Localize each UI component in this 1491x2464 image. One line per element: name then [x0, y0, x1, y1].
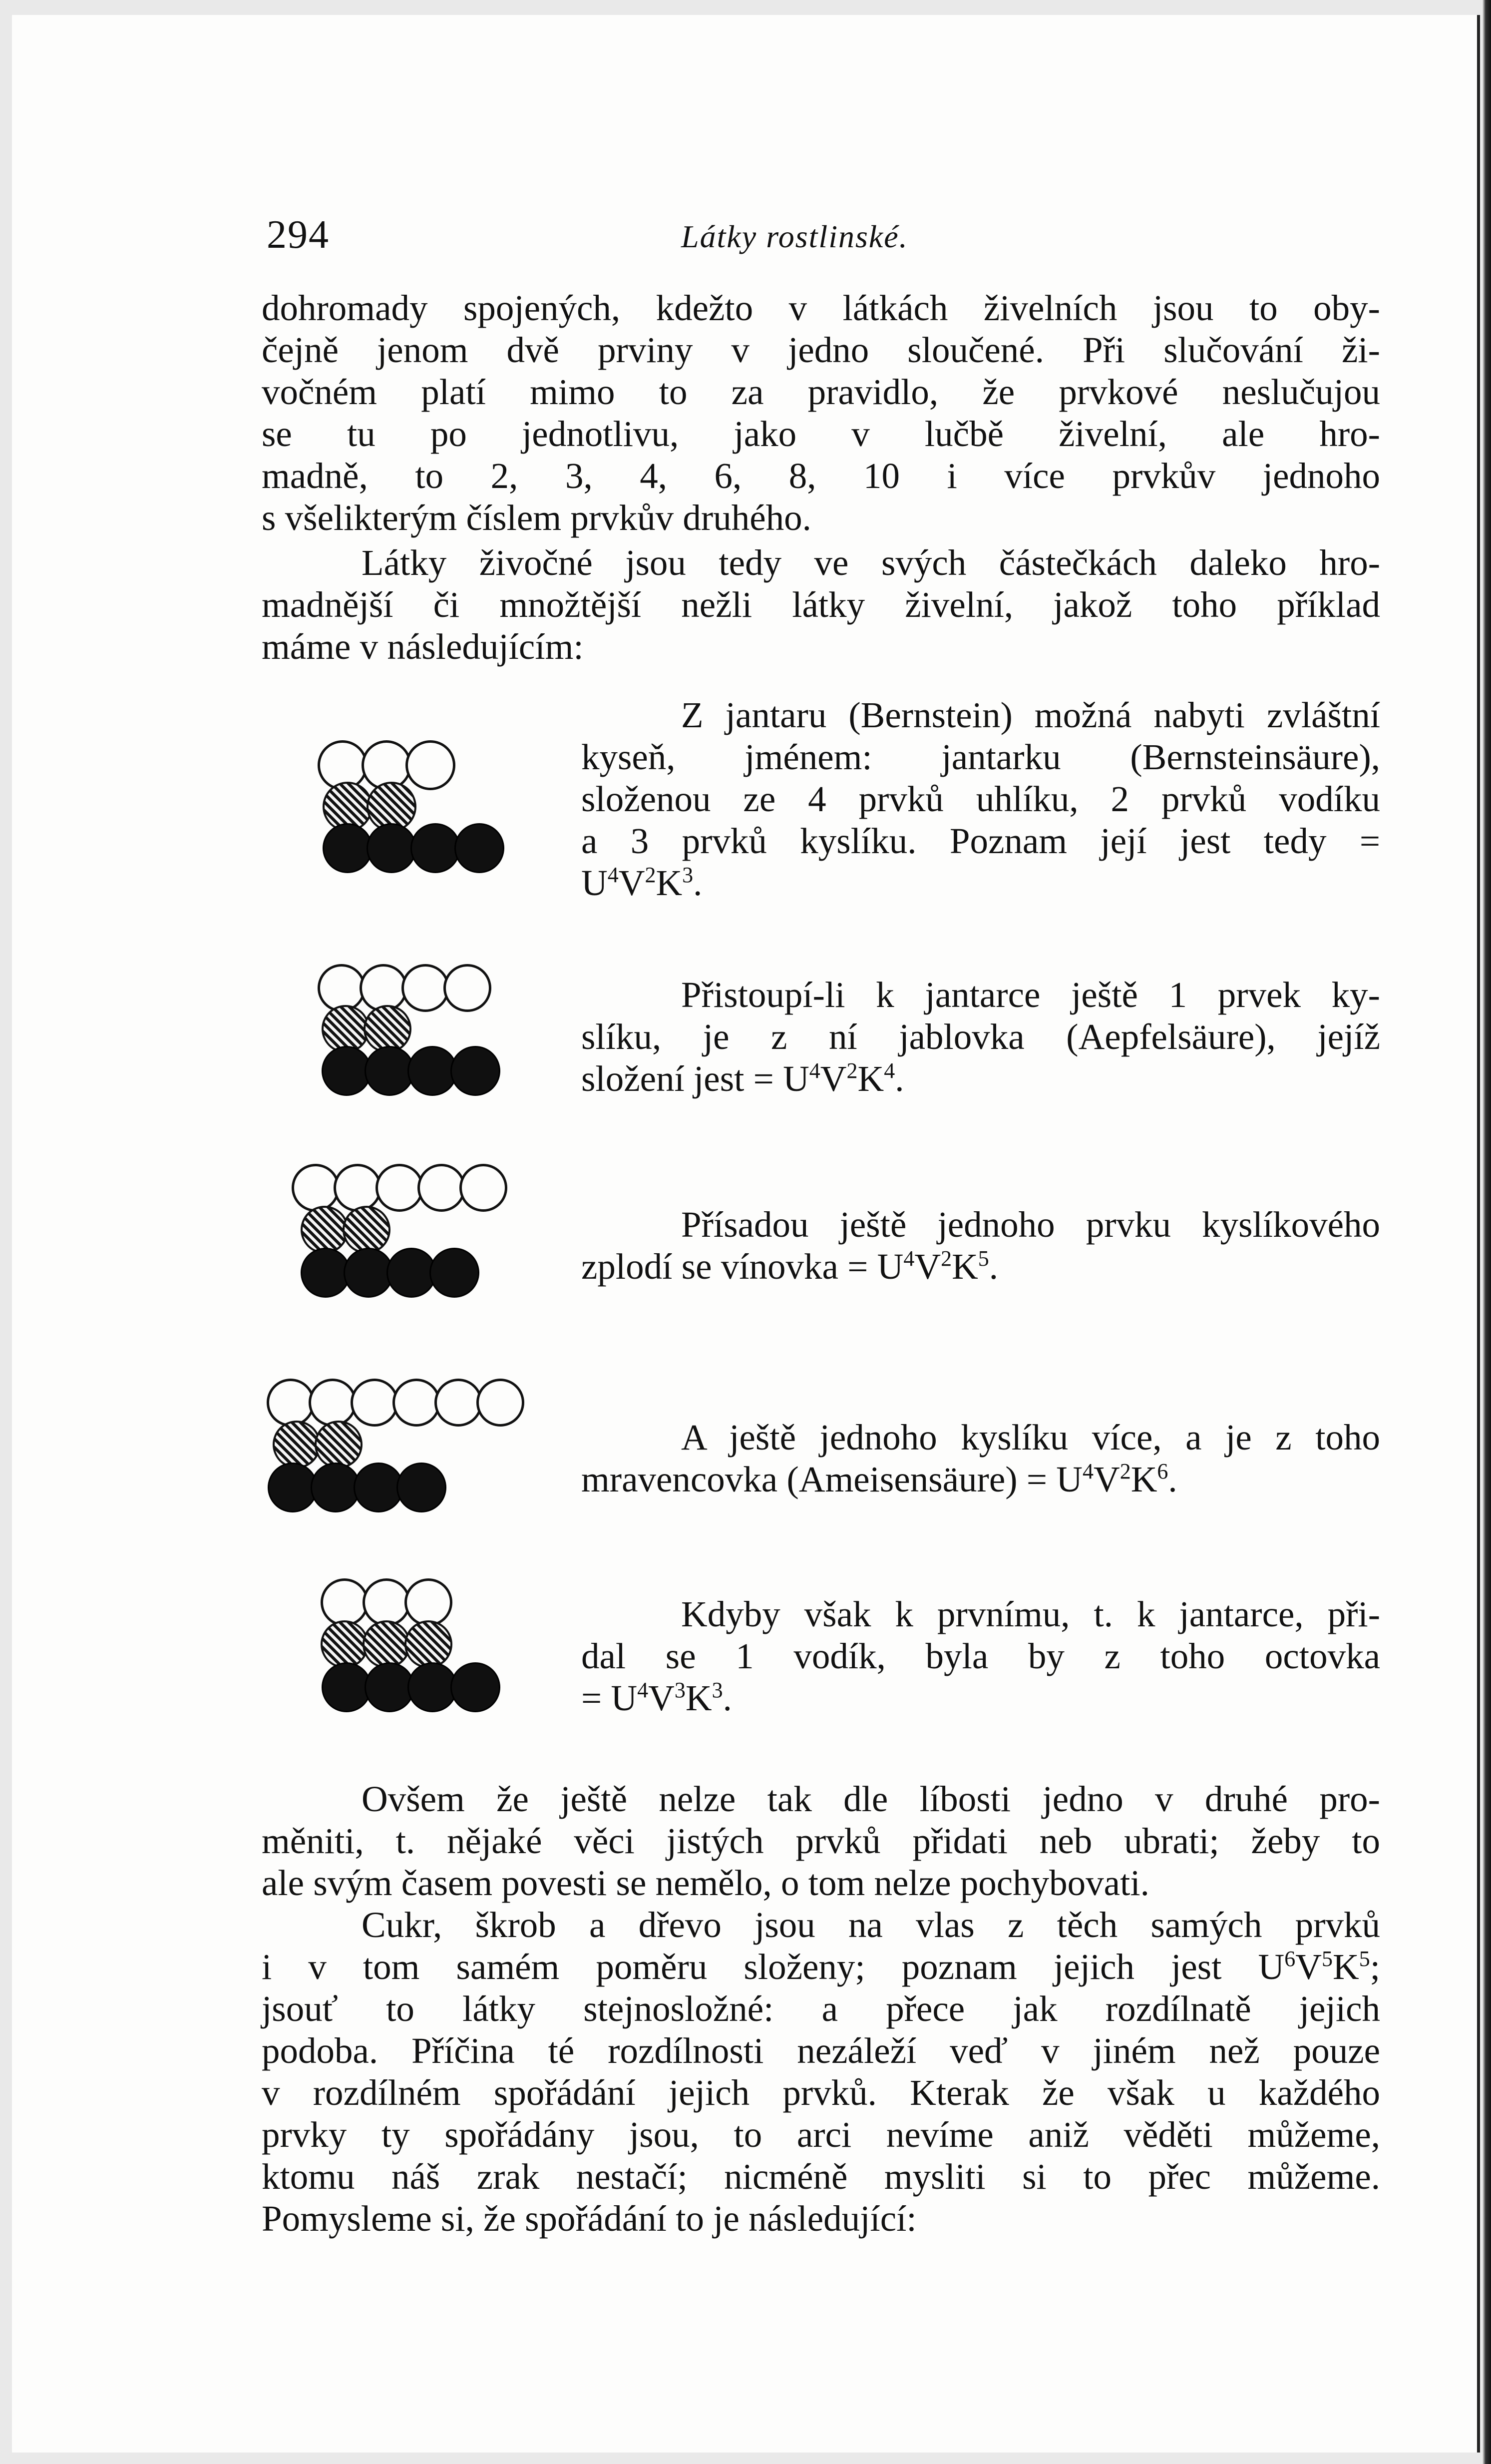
text-line: kyseň, jménem: jantarku (Bernsteinsäure), — [581, 737, 1380, 777]
carbon-atom-icon — [386, 1248, 436, 1298]
carbon-atom-icon — [410, 823, 460, 873]
hydrogen-atom-icon — [343, 1206, 390, 1254]
oxygen-atom-icon — [363, 1578, 410, 1626]
text-line: dohromady spojených, kdežto v látkách živelních jsou to oby- — [262, 288, 1380, 328]
carbon-atom-icon — [344, 1248, 393, 1298]
text-line: slíku, je z ní jablovka (Aepfelsäure), jejíž — [581, 1016, 1380, 1057]
example-formic-acid — [262, 1379, 1380, 1548]
intro-paragraph — [262, 287, 1380, 539]
carbon-atom-icon — [450, 1046, 500, 1096]
hydrogen-atom-icon — [273, 1421, 321, 1469]
page-number: 294 — [267, 213, 330, 257]
text-line: čejně jenom dvě prviny v jedno sloučené. Při slučování ži- — [262, 330, 1380, 370]
oxygen-atom-icon — [476, 1379, 524, 1427]
chemical-formula: zplodí se vínovka = $U^4V^2K^5$. — [581, 1246, 999, 1287]
carbon-atom-icon — [365, 1046, 414, 1096]
text-line: i v tom samém poměru složeny; poznam jejich jest $U^6V^5K^5$; — [262, 1947, 1380, 1987]
hydrogen-atom-icon — [301, 1206, 349, 1254]
text-line: Kdyby však k prvnímu, t. k jantarce, při- — [681, 1594, 1380, 1634]
carbon-atom-icon — [450, 1662, 500, 1712]
carbon-atom-icon — [407, 1662, 457, 1712]
oxygen-atom-icon — [401, 964, 449, 1012]
carbon-atom-icon — [323, 823, 373, 873]
text-line: Látky živočné jsou tedy ve svých částečkách daleko hro- — [362, 542, 1380, 583]
oxygen-atom-icon — [443, 964, 491, 1012]
carbon-atom-icon — [301, 1248, 351, 1298]
text-line: ale svým časem povesti se nemělo, o tom nelze pochybovati. — [262, 1863, 1149, 1903]
text-line: se tu po jednotlivu, jako v lučbě živelní, ale hro- — [262, 414, 1380, 454]
oxygen-atom-icon — [434, 1379, 482, 1427]
carbon-atom-icon — [311, 1463, 361, 1512]
oxygen-atom-icon — [405, 740, 455, 790]
carbon-atom-icon — [322, 1046, 372, 1096]
oxygen-atom-icon — [334, 1164, 381, 1212]
text-line: Pomysleme si, že spořádání to je následující: — [262, 2198, 917, 2239]
example-succinic-acid — [262, 694, 1380, 924]
chemical-formula: = $U^4V^3K^3$. — [581, 1678, 732, 1718]
hydrogen-atom-icon — [404, 1620, 452, 1668]
text-line: a 3 prvků kyslíku. Poznam její jest tedy = — [581, 821, 1380, 861]
chemical-formula: $U^4V^2K^3$. — [581, 863, 703, 903]
oxygen-atom-icon — [417, 1164, 465, 1212]
text-line: madně, to 2, 3, 4, 6, 8, 10 i více prvkův jednoho — [262, 456, 1380, 496]
page-header — [267, 212, 1430, 267]
text-line: máme v následujícím: — [262, 626, 584, 667]
book-page — [12, 15, 1480, 2453]
text-line: složenou ze 4 prvků uhlíku, 2 prvků vodíku — [581, 779, 1380, 819]
carbon-atom-icon — [367, 823, 416, 873]
carbon-atom-icon — [429, 1248, 479, 1298]
oxygen-atom-icon — [309, 1379, 357, 1427]
text-line: ktomu náš zrak nestačí; nicméně mysliti si to přec můžeme. — [262, 2156, 1380, 2197]
oxygen-atom-icon — [404, 1578, 452, 1626]
oxygen-atom-icon — [292, 1164, 340, 1212]
example-description — [581, 974, 1380, 1100]
text-line: dal se 1 vodík, byla by z toho octovka — [581, 1636, 1380, 1676]
carbon-atom-icon — [354, 1463, 403, 1512]
running-head: Látky rostlinské. — [681, 219, 908, 254]
chemical-formula: mravencovka (Ameisensäure) = $U^4V^2K^6$. — [581, 1459, 1177, 1499]
text-line: Ovšem že ještě nelze tak dle líbosti jedno v druhé pro- — [362, 1779, 1380, 1819]
example-tartaric-acid — [262, 1164, 1380, 1344]
oxygen-atom-icon — [459, 1164, 507, 1212]
closing-paragraphs — [262, 1778, 1380, 2240]
oxygen-atom-icon — [321, 1578, 369, 1626]
carbon-atom-icon — [396, 1463, 446, 1512]
example-description — [581, 1593, 1380, 1719]
example-description — [581, 1417, 1380, 1500]
chemical-formula: složení jest = $U^4V^2K^4$. — [581, 1058, 904, 1099]
example-acetic-acid — [262, 1578, 1380, 1743]
example-malic-acid — [262, 964, 1380, 1134]
text-line: A ještě jednoho kyslíku více, a je z toho — [681, 1417, 1380, 1458]
example-description — [581, 1204, 1380, 1288]
text-line: prvky ty spořádány jsou, to arci nevíme aniž věděti můžeme, — [262, 2114, 1380, 2155]
transition-paragraph — [262, 542, 1380, 668]
hydrogen-atom-icon — [321, 1620, 369, 1668]
text-line: vočném platí mimo to za pravidlo, že prvkové neslučujou — [262, 372, 1380, 412]
carbon-atom-icon — [268, 1463, 318, 1512]
oxygen-atom-icon — [392, 1379, 440, 1427]
text-line: madnější či množtější nežli látky živelní, jakož toho příklad — [262, 584, 1380, 625]
carbon-atom-icon — [407, 1046, 457, 1096]
text-line: Cukr, škrob a dřevo jsou na vlas z těch samých prvků — [362, 1905, 1380, 1945]
text-line: podoba. Příčina té rozdílnosti nezáleží veď v jiném než pouze — [262, 2030, 1380, 2071]
oxygen-atom-icon — [351, 1379, 398, 1427]
oxygen-atom-icon — [375, 1164, 423, 1212]
oxygen-atom-icon — [267, 1379, 315, 1427]
page-edge-shadow — [1482, 0, 1491, 2464]
text-line: Z jantaru (Bernstein) možná nabyti zvláštní — [681, 695, 1380, 735]
text-line: jsouť to látky stejnosložné: a přece jak rozdílnatě jejich — [262, 1988, 1380, 2029]
carbon-atom-icon — [454, 823, 504, 873]
example-description — [581, 694, 1380, 904]
carbon-atom-icon — [322, 1662, 372, 1712]
text-line: v rozdílném spořádání jejich prvků. Kterak že však u každého — [262, 2072, 1380, 2113]
carbon-atom-icon — [365, 1662, 414, 1712]
text-line: s všelikterým číslem prvkův druhého. — [262, 497, 811, 538]
hydrogen-atom-icon — [363, 1620, 410, 1668]
text-line: Přísadou ještě jednoho prvku kyslíkového — [681, 1204, 1380, 1245]
text-line: Přistoupí-li k jantarce ještě 1 prvek ky- — [681, 975, 1380, 1015]
hydrogen-atom-icon — [315, 1421, 363, 1469]
text-line: měniti, t. nějaké věci jistých prvků přidati neb ubrati; žeby to — [262, 1821, 1380, 1861]
